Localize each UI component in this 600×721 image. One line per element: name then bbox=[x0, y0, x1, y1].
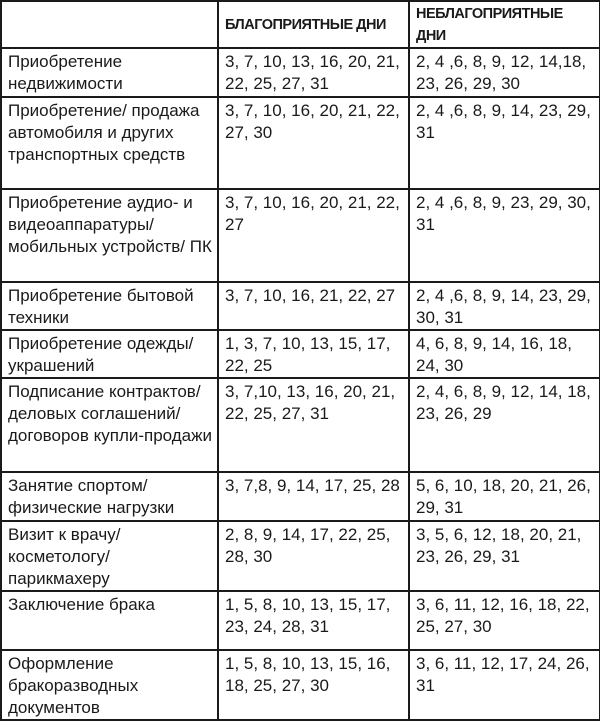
cell-unfavorable: 2, 4, 6, 8, 9, 12, 14, 18, 23, 26, 29 bbox=[409, 378, 600, 472]
cell-activity: Приобретение недвижимости bbox=[1, 48, 218, 97]
cell-activity: Приобретение одежды/украшений bbox=[1, 330, 218, 378]
cell-unfavorable: 5, 6, 10, 18, 20, 21, 26, 29, 31 bbox=[409, 472, 600, 521]
cell-unfavorable: 4, 6, 8, 9, 14, 16, 18, 24, 30 bbox=[409, 330, 600, 378]
table-row bbox=[1, 48, 600, 97]
table-row bbox=[1, 472, 600, 521]
cell-favorable: 2, 8, 9, 14, 17, 22, 25, 28, 30 bbox=[218, 521, 409, 591]
table-row bbox=[1, 378, 600, 472]
cell-activity: Приобретение аудио- и видеоаппаратуры/ мобильных устройств/ ПК bbox=[1, 189, 218, 282]
cell-favorable: 1, 5, 8, 10, 13, 15, 17, 23, 24, 28, 31 bbox=[218, 591, 409, 650]
table-row bbox=[1, 97, 600, 189]
header-unfavorable: НЕБЛАГОПРИЯТНЫЕ ДНИ bbox=[409, 1, 600, 48]
cell-unfavorable: 3, 6, 11, 12, 17, 24, 26, 31 bbox=[409, 650, 600, 720]
cell-activity: Подписание контрактов/деловых соглашений/договоров купли-продажи bbox=[1, 378, 218, 472]
table-row bbox=[1, 189, 600, 282]
cell-favorable: 3, 7, 10, 13, 16, 20, 21, 22, 25, 27, 31 bbox=[218, 48, 409, 97]
table-row bbox=[1, 330, 600, 378]
cell-favorable: 3, 7, 10, 16, 20, 21, 22, 27 bbox=[218, 189, 409, 282]
cell-activity: Заключение брака bbox=[1, 591, 218, 650]
cell-favorable: 3, 7,8, 9, 14, 17, 25, 28 bbox=[218, 472, 409, 521]
cell-favorable: 3, 7, 10, 16, 20, 21, 22, 27, 30 bbox=[218, 97, 409, 189]
cell-activity: Приобретение/ продажа автомобиля и других транспортных средств bbox=[1, 97, 218, 189]
cell-unfavorable: 2, 4 ,6, 8, 9, 23, 29, 30, 31 bbox=[409, 189, 600, 282]
cell-unfavorable: 2, 4 ,6, 8, 9, 12, 14,18, 23, 26, 29, 30 bbox=[409, 48, 600, 97]
table-row bbox=[1, 650, 600, 720]
cell-activity: Занятие спортом/ физические нагрузки bbox=[1, 472, 218, 521]
cell-favorable: 3, 7, 10, 16, 21, 22, 27 bbox=[218, 282, 409, 330]
cell-favorable: 1, 3, 7, 10, 13, 15, 17, 22, 25 bbox=[218, 330, 409, 378]
cell-unfavorable: 3, 5, 6, 12, 18, 20, 21, 23, 26, 29, 31 bbox=[409, 521, 600, 591]
cell-unfavorable: 2, 4 ,6, 8, 9, 14, 23, 29, 31 bbox=[409, 97, 600, 189]
table-row bbox=[1, 521, 600, 591]
cell-unfavorable: 2, 4 ,6, 8, 9, 14, 23, 29, 30, 31 bbox=[409, 282, 600, 330]
table-header-row bbox=[1, 1, 600, 48]
table-row bbox=[1, 282, 600, 330]
table-row bbox=[1, 591, 600, 650]
cell-favorable: 3, 7,10, 13, 16, 20, 21, 22, 25, 27, 31 bbox=[218, 378, 409, 472]
cell-unfavorable: 3, 6, 11, 12, 16, 18, 22, 25, 27, 30 bbox=[409, 591, 600, 650]
cell-activity: Оформление бракоразводных документов bbox=[1, 650, 218, 720]
header-favorable: БЛАГОПРИЯТНЫЕ ДНИ bbox=[218, 1, 409, 48]
cell-activity: Визит к врачу/ косметологу/ парикмахеру bbox=[1, 521, 218, 591]
cell-activity: Приобретение бытовой техники bbox=[1, 282, 218, 330]
header-activity bbox=[1, 1, 218, 48]
cell-favorable: 1, 5, 8, 10, 13, 15, 16, 18, 25, 27, 30 bbox=[218, 650, 409, 720]
